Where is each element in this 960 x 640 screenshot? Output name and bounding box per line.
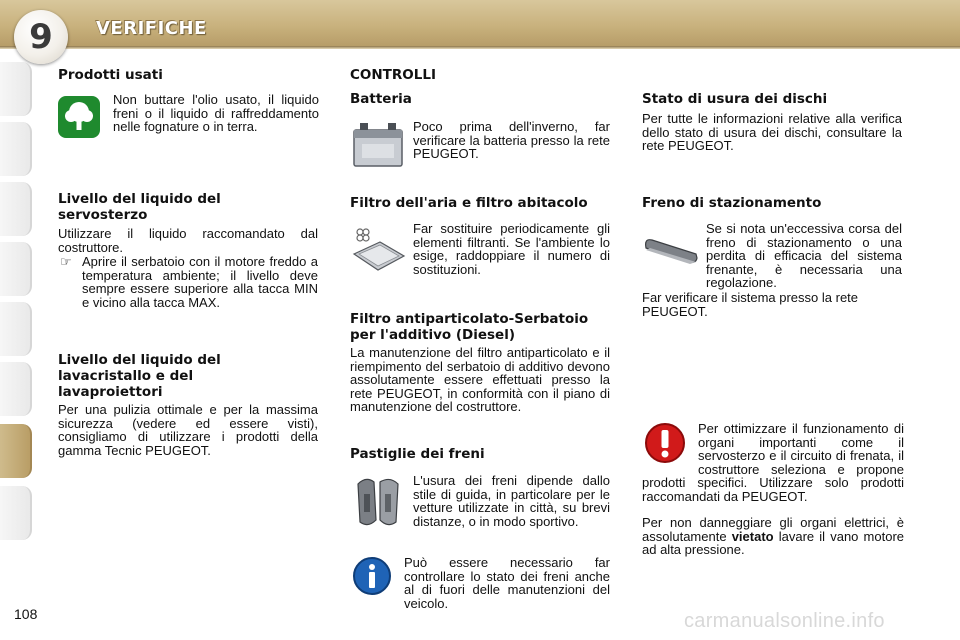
servosterzo-title: Livello del liquido del servosterzo [58, 191, 221, 223]
warning-text-1: Per ottimizzare il funzionamento di organi importanti come il servosterzo e il circuito di frenata, il costruttore seleziona e propone prodotti specifici. Utilizzare solo prodotti raccomandati da PEUGEOT. [642, 421, 904, 504]
section-title: VERIFICHE [96, 18, 207, 39]
chapter-tab[interactable] [0, 122, 32, 176]
warning-icon-spacer [642, 422, 698, 474]
watermark: carmanualsonline.info [684, 610, 885, 632]
filtro-aria-title: Filtro dell'aria e filtro abitacolo [350, 195, 588, 211]
info-note-text: Può essere necessario far controllare lo stato dei freni anche al di fuori delle manutenzioni del veicolo. [404, 555, 610, 611]
freno-stazionamento-text2: Far verificare il sistema presso la rete PEUGEOT. [642, 290, 859, 319]
chapter-tab[interactable] [0, 362, 32, 416]
servosterzo-bullet: Aprire il serbatoio con il motore freddo a temperatura ambiente; il livello deve sempre essere superiore alla tacca MIN e vicino alla tacca MAX. [82, 254, 318, 310]
chapter-tab-active[interactable] [0, 424, 32, 478]
warning-text-2-before: Per non danneggiare gli organi elettrici, è assolutamente [642, 515, 904, 544]
dischi-title: Stato di usura dei dischi [642, 91, 828, 107]
freno-stazionamento-text: Se si nota un'eccessiva corsa del freno di stazionamento o una perdita di efficacia del sistema frenante, è necessaria una regolazione. [706, 221, 902, 290]
prodotti-usati-title: Prodotti usati [58, 67, 163, 83]
dischi-text: Per tutte le informazioni relative alla verifica dello stato di usura dei dischi, consultare la rete PEUGEOT. [642, 111, 902, 153]
batteria-text: Poco prima dell'inverno, far verificare la batteria presso la rete PEUGEOT. [413, 119, 610, 161]
chapter-tab[interactable] [0, 242, 32, 296]
filtro-antiparticolato-text: La manutenzione del filtro antiparticolato e il riempimento del serbatoio di additivo devono assolutamente essere effettuati presso la rete PEUGEOT, in conformità con il piano di manutenzione del costruttore. [350, 345, 610, 414]
battery-icon [350, 118, 406, 170]
bullet-icon: ☞ [60, 254, 72, 269]
chapter-badge: 9 [14, 10, 68, 64]
warning-text-2-after: lavare il vano motore ad alta pressione. [642, 528, 905, 557]
chapter-tab[interactable] [0, 302, 32, 356]
chapter-tab[interactable] [0, 182, 32, 236]
warning-text [642, 422, 904, 503]
chapter-tabs [0, 62, 40, 582]
page-number: 108 [14, 606, 38, 622]
brake-pads-icon [352, 474, 404, 530]
pastiglie-title: Pastiglie dei freni [350, 446, 485, 462]
recycle-tree-icon [58, 96, 100, 138]
warning-text-2 [642, 516, 904, 557]
chapter-tab[interactable] [0, 62, 32, 116]
lavacristallo-text: Per una pulizia ottimale e per la massima sicurezza (vedere ed essere visti), consigliamo di utilizzare i prodotti della gamma Tecnic PEUGEOT. [58, 402, 318, 458]
controlli-title: CONTROLLI [350, 67, 436, 83]
filtro-antiparticolato-title: Filtro antiparticolato-Serbatoio per l'additivo (Diesel) [350, 311, 589, 343]
lavacristallo-title: Livello del liquido del lavacristallo e del lavaproiettori [58, 352, 221, 400]
warning-text-2-bold: vietato [731, 528, 774, 544]
header-divider [0, 46, 960, 49]
parking-brake-icon [642, 226, 700, 266]
air-filter-icon [350, 226, 406, 272]
info-icon [352, 556, 392, 596]
chapter-tab[interactable] [0, 486, 32, 540]
batteria-title: Batteria [350, 91, 412, 107]
filtro-aria-text: Far sostituire periodicamente gli elementi filtranti. Se l'ambiente lo esige, raddoppiare il numero di sostituzioni. [413, 221, 610, 277]
pastiglie-text: L'usura dei freni dipende dallo stile di guida, in particolare per le vetture utilizzate in città, su brevi distanze, o in modo sportivo. [413, 473, 610, 529]
freno-stazionamento-title: Freno di stazionamento [642, 195, 822, 211]
prodotti-usati-text: Non buttare l'olio usato, il liquido freni o il liquido di raffreddamento nelle fognature o in terra. [113, 92, 319, 134]
servosterzo-intro: Utilizzare il liquido raccomandato dal costruttore. [58, 226, 318, 255]
